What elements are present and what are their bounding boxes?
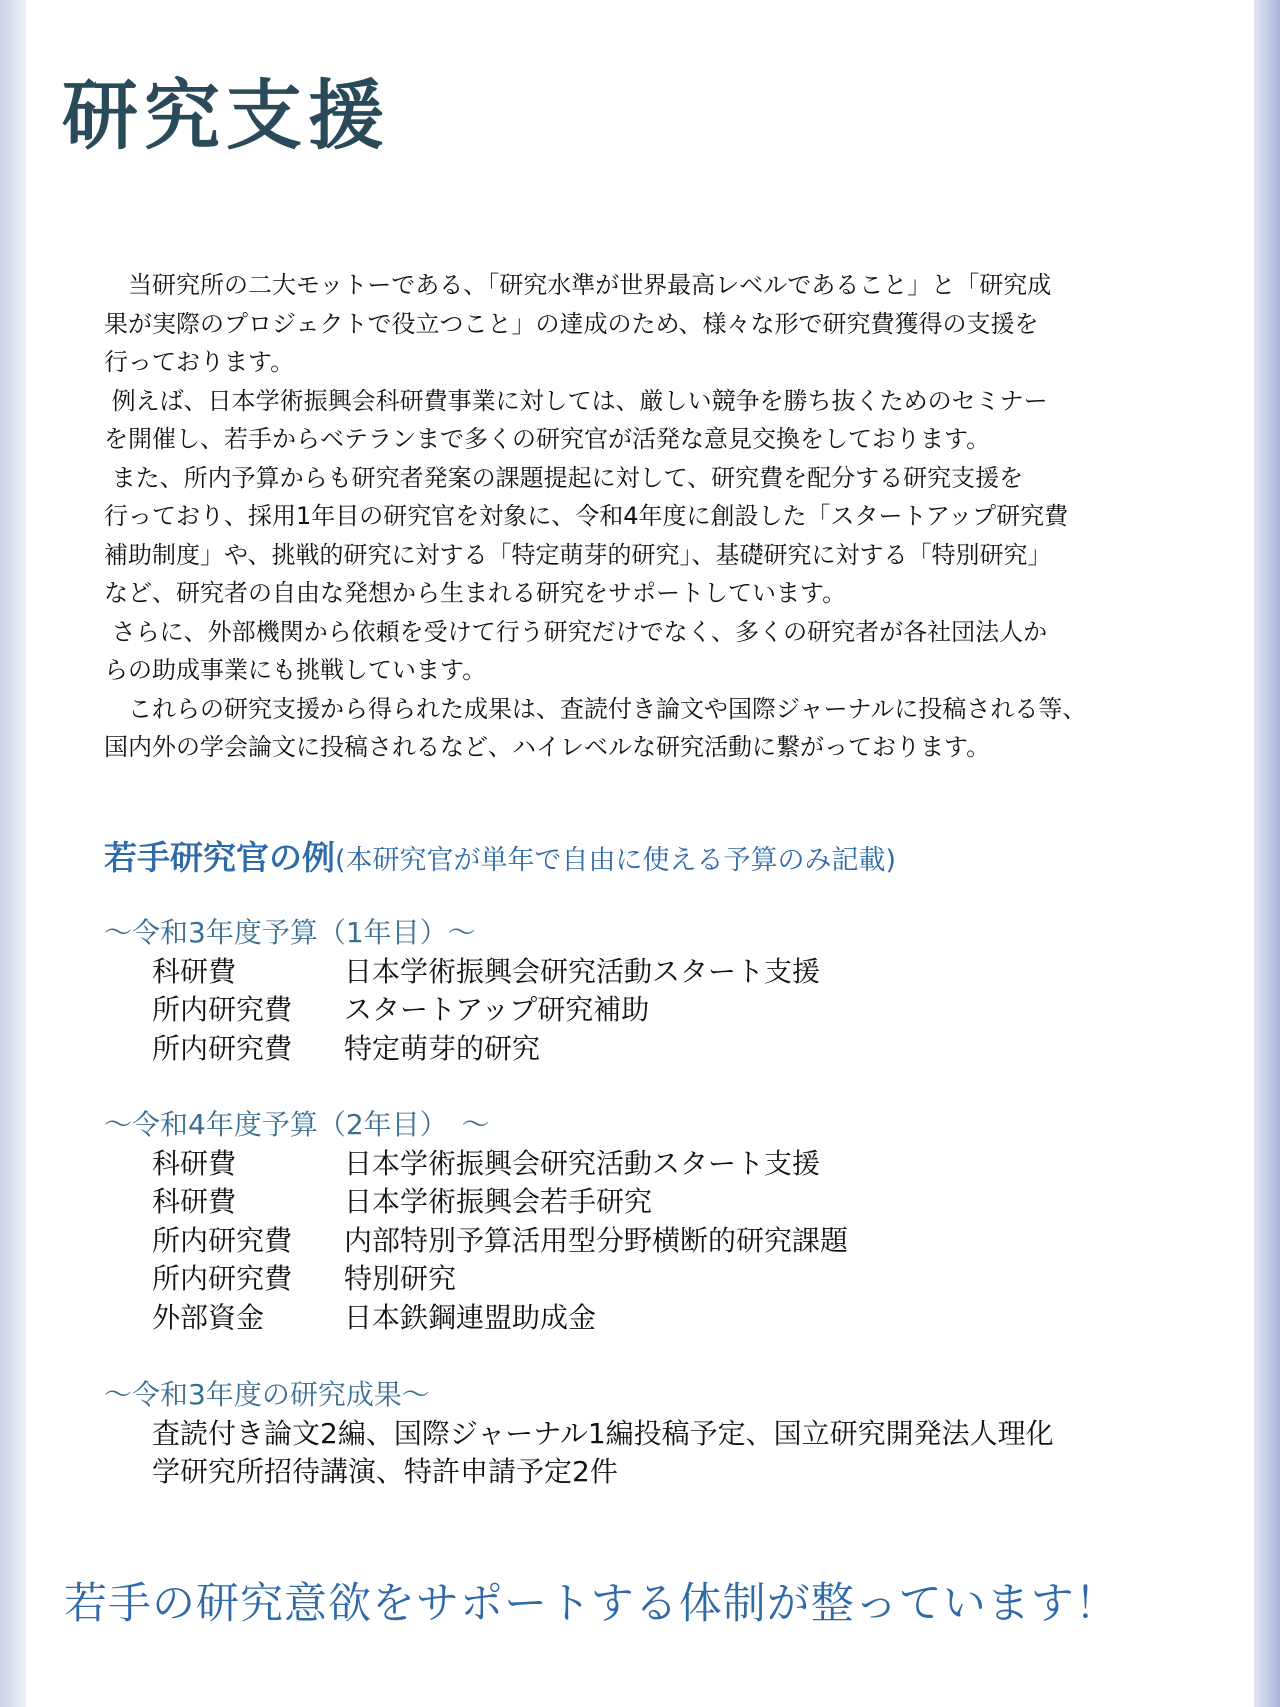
- budget-item-name: 日本学術振興会若手研究: [344, 1185, 653, 1218]
- example-heading: [104, 832, 896, 879]
- intro-line: など、研究者の自由な発想から生まれる研究をサポートしています。: [104, 579, 847, 607]
- budget-row: [104, 1030, 820, 1069]
- research-results-title: ～令和3年度の研究成果～: [104, 1378, 430, 1411]
- intro-line: 行っております。: [104, 348, 295, 376]
- intro-line: さらに、外部機関から依頼を受けて行う研究だけでなく、多くの研究者が各社団法人か: [104, 617, 1048, 646]
- budget-category: 外部資金: [152, 1300, 265, 1334]
- budget-item-name: スタートアップ研究補助: [344, 993, 650, 1026]
- research-result-line: 学研究所招待講演、特許申請予定2件: [152, 1455, 618, 1488]
- budget-row: [104, 1222, 848, 1261]
- intro-line: また、所内予算からも研究者発案の課題提起に対して、研究費を配分する研究支援を: [104, 463, 1024, 492]
- budget-item-name: 内部特別予算活用型分野横断的研究課題: [344, 1223, 849, 1257]
- research-result-line: 査読付き論文2編、国際ジャーナル1編投稿予定、国立研究開発法人理化: [152, 1416, 1054, 1450]
- left-page-edge: [0, 0, 26, 1707]
- right-page-edge: [1254, 0, 1280, 1707]
- intro-line: 当研究所の二大モットーである、「研究水準が世界最高レベルであること」と「研究成: [104, 271, 1052, 299]
- intro-line: らの助成事業にも挑戦しています。: [104, 656, 487, 684]
- budget-item-name: 日本鉄鋼連盟助成金: [344, 1300, 597, 1334]
- intro-line: 例えば、日本学術振興会科研費事業に対しては、厳しい競争を勝ち抜くためのセミナー: [104, 386, 1048, 415]
- budget-row: [104, 1260, 848, 1299]
- example-heading-label: 若手研究官の例: [104, 838, 335, 877]
- intro-line: 果が実際のプロジェクトで役立つこと」の達成のため、様々な形で研究費獲得の支援を: [104, 309, 1039, 338]
- budget-category: 科研費: [152, 1185, 237, 1218]
- budget-year2-title: ～令和4年度予算（2年目） ～: [104, 1108, 490, 1141]
- budget-row: [104, 1145, 848, 1184]
- closing-message: 若手の研究意欲をサポートする体制が整っています！: [64, 1579, 1119, 1629]
- budget-category: 所内研究費: [152, 1031, 293, 1065]
- intro-line: 補助制度」や、挑戦的研究に対する「特定萌芽的研究」、基礎研究に対する「特別研究」: [104, 540, 1052, 569]
- example-heading-note: (本研究官が単年で自由に使える予算のみ記載): [335, 845, 897, 876]
- intro-line: 国内外の学会論文に投稿されるなど、ハイレベルな研究活動に繋がっております。: [104, 733, 991, 761]
- budget-row: [104, 991, 820, 1030]
- budget-row: [104, 953, 820, 992]
- budget-item-name: 日本学術振興会研究活動スタート支援: [344, 954, 821, 988]
- intro-line: 行っており、採用1年目の研究官を対象に、令和4年度に創設した「スタートアップ研究費: [104, 502, 1069, 530]
- budget-item-name: 特別研究: [344, 1262, 457, 1295]
- budget-category: 所内研究費: [152, 1223, 293, 1257]
- budget-category: 科研費: [152, 1146, 237, 1180]
- budget-item-name: 特定萌芽的研究: [344, 1031, 541, 1065]
- research-results: [104, 1376, 1054, 1492]
- budget-item-name: 日本学術振興会研究活動スタート支援: [344, 1146, 821, 1180]
- intro-line: これらの研究支援から得られた成果は、査読付き論文や国際ジャーナルに投稿される等、: [104, 694, 1087, 723]
- budget-year2: [104, 1106, 848, 1337]
- budget-category: 科研費: [152, 954, 237, 988]
- page-title: 研究支援: [62, 71, 390, 160]
- intro-text: [104, 266, 1204, 767]
- budget-row: [104, 1183, 848, 1222]
- budget-category: 所内研究費: [152, 1262, 293, 1295]
- budget-category: 所内研究費: [152, 993, 293, 1026]
- intro-line: を開催し、若手からベテランまで多くの研究官が活発な意見交換をしております。: [104, 425, 991, 453]
- budget-year1: [104, 914, 820, 1068]
- budget-year1-title: ～令和3年度予算（1年目）～: [104, 916, 476, 949]
- budget-row: [104, 1299, 848, 1338]
